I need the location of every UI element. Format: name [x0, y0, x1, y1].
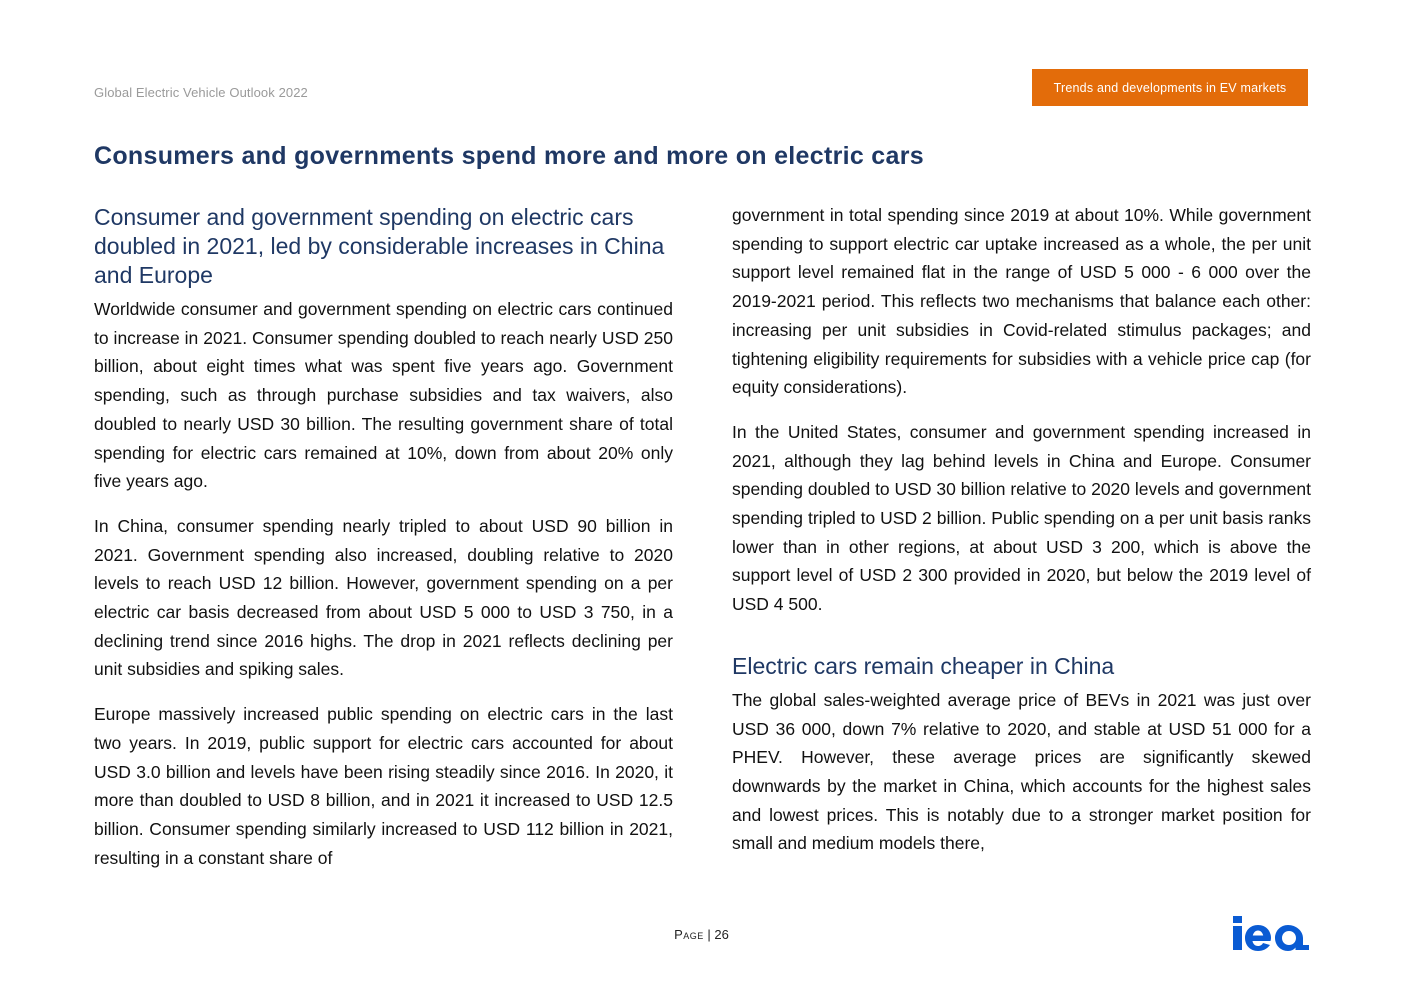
page-label: Page — [674, 927, 704, 942]
left-column — [94, 203, 673, 872]
iea-logo-icon — [1232, 914, 1310, 952]
right-column — [732, 201, 1311, 858]
section-tag: Trends and developments in EV markets — [1032, 69, 1308, 106]
body-paragraph: The global sales-weighted average price of BEVs in 2021 was just over USD 36 000, down 7% relative to 2020, and stable at USD 51 000 for a PHEV. However, these average prices are significantly skewed downwards by the market in China, which accounts for the highest sales and lowest prices. This is notably due to a stronger market position for small and medium models there, — [732, 689, 1311, 854]
body-paragraph: Worldwide consumer and government spending on electric cars continued to increase in 2021. Consumer spending doubled to reach nearly USD 250 billion, about eight times what was spent five years ago. Government spending, such as through purchase subsidies and tax waivers, also doubled to nearly USD 30 billion. The resulting government share of total spending for electric cars remained at 10%, down from about 20% only five years ago. — [94, 299, 673, 492]
page-number — [0, 927, 1403, 942]
left-subheading: Consumer and government spending on electric cars doubled in 2021, led by considerable increases in China and Europe — [94, 204, 665, 288]
body-paragraph: government in total spending since 2019 at about 10%. While government spending to support electric car uptake increased as a whole, the per unit support level remained flat in the range of USD 5 000 - 6 000 over the 2019-2021 period. This reflects two mechanisms that balance each other: increasing per unit subsidies in Covid-related stimulus packages; and tightening eligibility requirements for subsidies with a vehicle price cap (for equity considerations). — [732, 205, 1311, 398]
body-paragraph: In China, consumer spending nearly tripled to about USD 90 billion in 2021. Government spending also increased, doubling relative to 2020 levels to reach USD 12 billion. However, government spending on a per electric car basis decreased from about USD 5 000 to USD 3 750, in a declining trend since 2016 highs. The drop in 2021 reflects declining per unit subsidies and spiking sales. — [94, 515, 673, 680]
page-separator: | — [707, 927, 711, 942]
page-heading: Consumers and governments spend more and more on electric cars — [94, 142, 924, 170]
right-subheading: Electric cars remain cheaper in China — [732, 652, 1115, 679]
document-title: Global Electric Vehicle Outlook 2022 — [94, 85, 308, 100]
body-paragraph: In the United States, consumer and government spending increased in 2021, although they lag behind levels in China and Europe. Consumer spending doubled to USD 30 billion relative to 2020 levels and government spending tripled to USD 2 billion. Public spending on a per unit basis ranks lower than in other regions, at about USD 3 200, which is above the support level of USD 2 300 provided in 2020, but below the 2019 level of USD 4 500. — [732, 421, 1311, 615]
body-paragraph: Europe massively increased public spending on electric cars in the last two years. In 2019, public support for electric cars accounted for about USD 3.0 billion and levels have been rising steadily since 2016. In 2020, it more than doubled to USD 8 billion, and in 2021 it increased to USD 12.5 billion. Consumer spending similarly increased to USD 112 billion in 2021, resulting in a constant share of — [94, 704, 673, 868]
page-number-value: 26 — [714, 927, 729, 942]
